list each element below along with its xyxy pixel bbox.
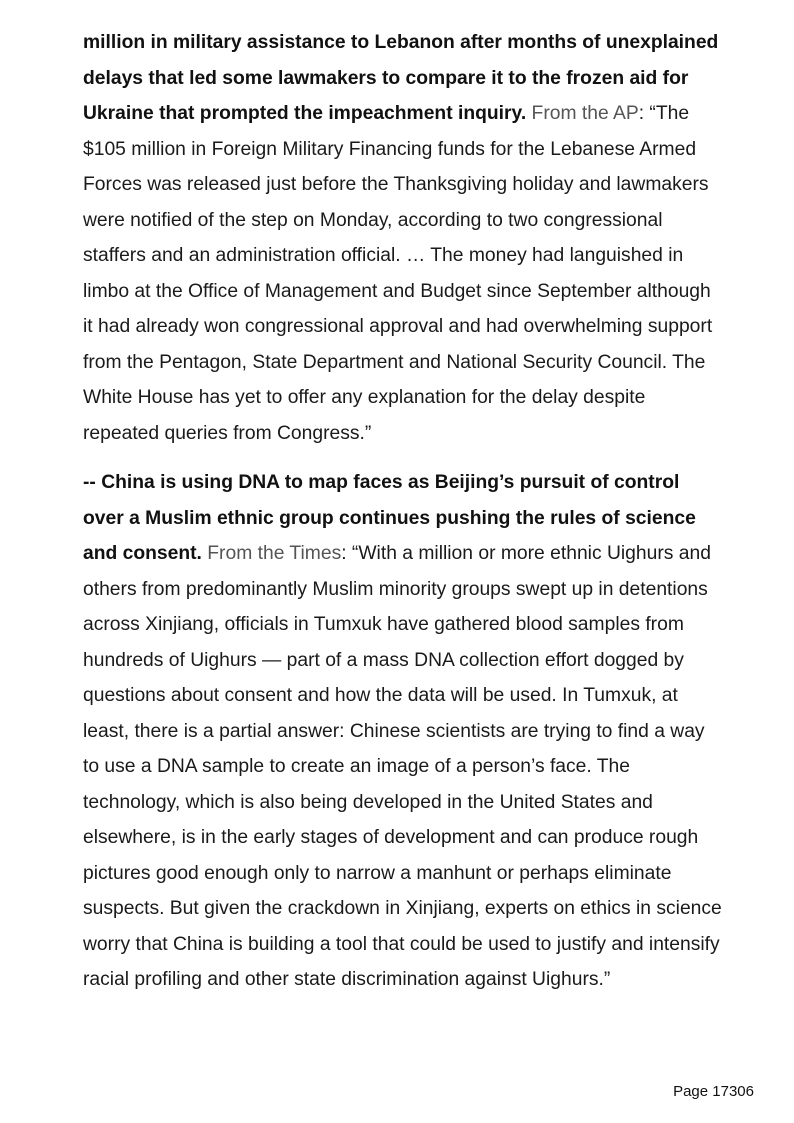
news-item-china-dna [83,465,723,998]
document-body [83,0,723,998]
source-link-times[interactable]: From the Times [207,543,342,564]
source-link-ap[interactable]: From the AP [531,103,639,124]
page-number: Page 17306 [673,1083,754,1100]
news-item-lebanon-aid [83,25,723,451]
quote-lebanon-aid: : “The $105 million in Foreign Military Financing funds for the Lebanese Armed Forces was released just before the Thanksgiving holiday and lawmakers were notified of the step on Monday, according to two congressional staffers and an administration official. … The money had languished in limbo at the Office of Management and Budget since September although it had already won congressional approval and had overwhelming support from the Pentagon, State Department and National Security Council. The White House has yet to offer any explanation for the delay despite repeated queries from Congress.” [83,103,713,444]
headline-lebanon-aid: million in military assistance to Lebanon after months of unexplained delays that led some lawmakers to compare it to the frozen aid for Ukraine that prompted the impeachment inquiry. [83,32,719,124]
quote-china-dna: : “With a million or more ethnic Uighurs and others from predominantly Muslim minority groups swept up in detentions across Xinjiang, officials in Tumxuk have gathered blood samples from hundreds of Uighurs — part of a mass DNA collection effort dogged by questions about consent and how the data will be used. In Tumxuk, at least, there is a partial answer: Chinese scientists are trying to find a way to use a DNA sample to create an image of a person’s face. The technology, which is also being developed in the United States and elsewhere, is in the early stages of development and can produce rough pictures good enough only to narrow a manhunt or perhaps eliminate suspects. But given the crackdown in Xinjiang, experts on ethics in science worry that China is building a tool that could be used to justify and intensify racial profiling and other state discrimination against Uighurs.” [83,543,722,990]
headline-china-dna: -- China is using DNA to map faces as Beijing’s pursuit of control over a Muslim ethnic group continues pushing the rules of science and consent. [83,472,696,564]
